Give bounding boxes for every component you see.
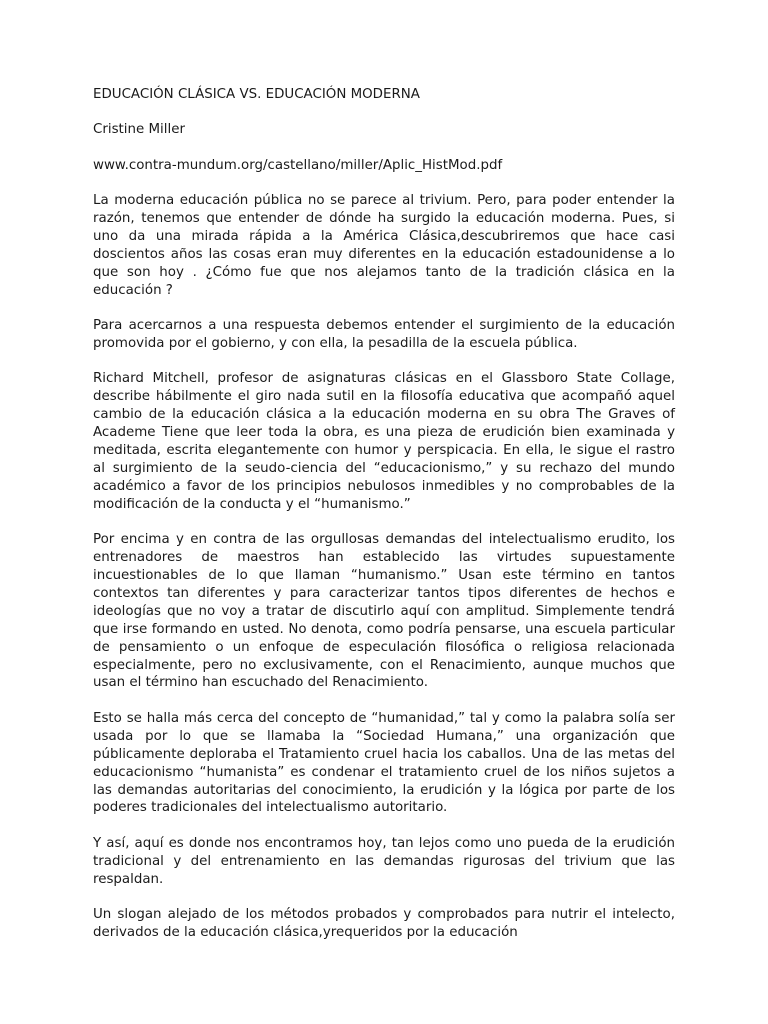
paragraph-4: Por encima y en contra de las orgullosas demandas del intelectualismo erudito, los entrenadores de maestros han establecido las virtudes supuestamente incuestionables de lo que llaman “humanismo.” Usan este término en tantos contextos tan diferentes y para caracterizar tantos tipos diferentes de hechos e ideologías que no voy a tratar de discutirlo aquí con amplitud. Simplemente tendrá que irse formando en usted. No denota, como podría pensarse, una escuela particular de pensamiento o un enfoque de especulación filosófica o religiosa relacionada especialmente, pero no exclusivamente, con el Renacimiento, aunque muchos que usan el término han escuchado del Renacimiento. — [93, 532, 675, 691]
paragraph-7: Un slogan alejado de los métodos probados y comprobados para nutrir el intelecto, derivados de la educación clásica,yrequeridos por la educación — [93, 907, 675, 940]
paragraph-1: La moderna educación pública no se parece al trivium. Pero, para poder entender la razón, tenemos que entender de dónde ha surgido la educación moderna. Pues, si uno da una mirada rápida a la América Clásica,descubriremos que hace casi doscientos años las cosas eran muy diferentes en la educación estadounidense a lo que son hoy . ¿Cómo fue que nos alejamos tanto de la tradición clásica en la educación ? — [93, 193, 675, 298]
paragraph-2: Para acercarnos a una respuesta debemos entender el surgimiento de la educación promovida por el gobierno, y con ella, la pesadilla de la escuela pública. — [93, 318, 675, 352]
paragraph-5: Esto se halla más cerca del concepto de “humanidad,” tal y como la palabra solía ser usada por lo que se llamaba la “Sociedad Humana,” una organización que públicamente deploraba el Tratamiento cruel hacia los caballos. Una de las metas del educacionismo “humanista” es condenar el tratamiento cruel de los niños sujetos a las demandas autoritarias del conocimiento, la erudición y la lógica por parte de los poderes tradicionales del intelectualismo autoritario. — [93, 710, 675, 816]
paragraph-6: Y así, aquí es donde nos encontramos hoy, tan lejos como uno pueda de la erudición tradicional y del entrenamiento en las demandas rigurosas del trivium que las respaldan. — [93, 835, 675, 887]
document-author: Cristine Miller — [93, 122, 185, 138]
paragraph-3: Richard Mitchell, profesor de asignaturas clásicas en el Glassboro State Collage, describe hábilmente el giro nada sutil en la filosofía educativa que acompañó aquel cambio de la educación clásica a la educación moderna en su obra The Graves of Academe Tiene que leer toda la obra, es una pieza de erudición bien examinada y meditada, escrita elegantemente con humor y perspicacia. En ella, le sigue el rastro al surgimiento de la seudo-ciencia del “educacionismo,” y su rechazo del mundo académico a favor de los principios nebulosos inmedibles y no comprobables de la modificación de la conducta y el “humanismo.” — [93, 371, 675, 512]
source-url: www.contra-mundum.org/castellano/miller/Aplic_HistMod.pdf — [93, 157, 503, 173]
document-page — [93, 86, 675, 959]
document-title: EDUCACIÓN CLÁSICA VS. EDUCACIÓN MODERNA — [93, 87, 420, 102]
